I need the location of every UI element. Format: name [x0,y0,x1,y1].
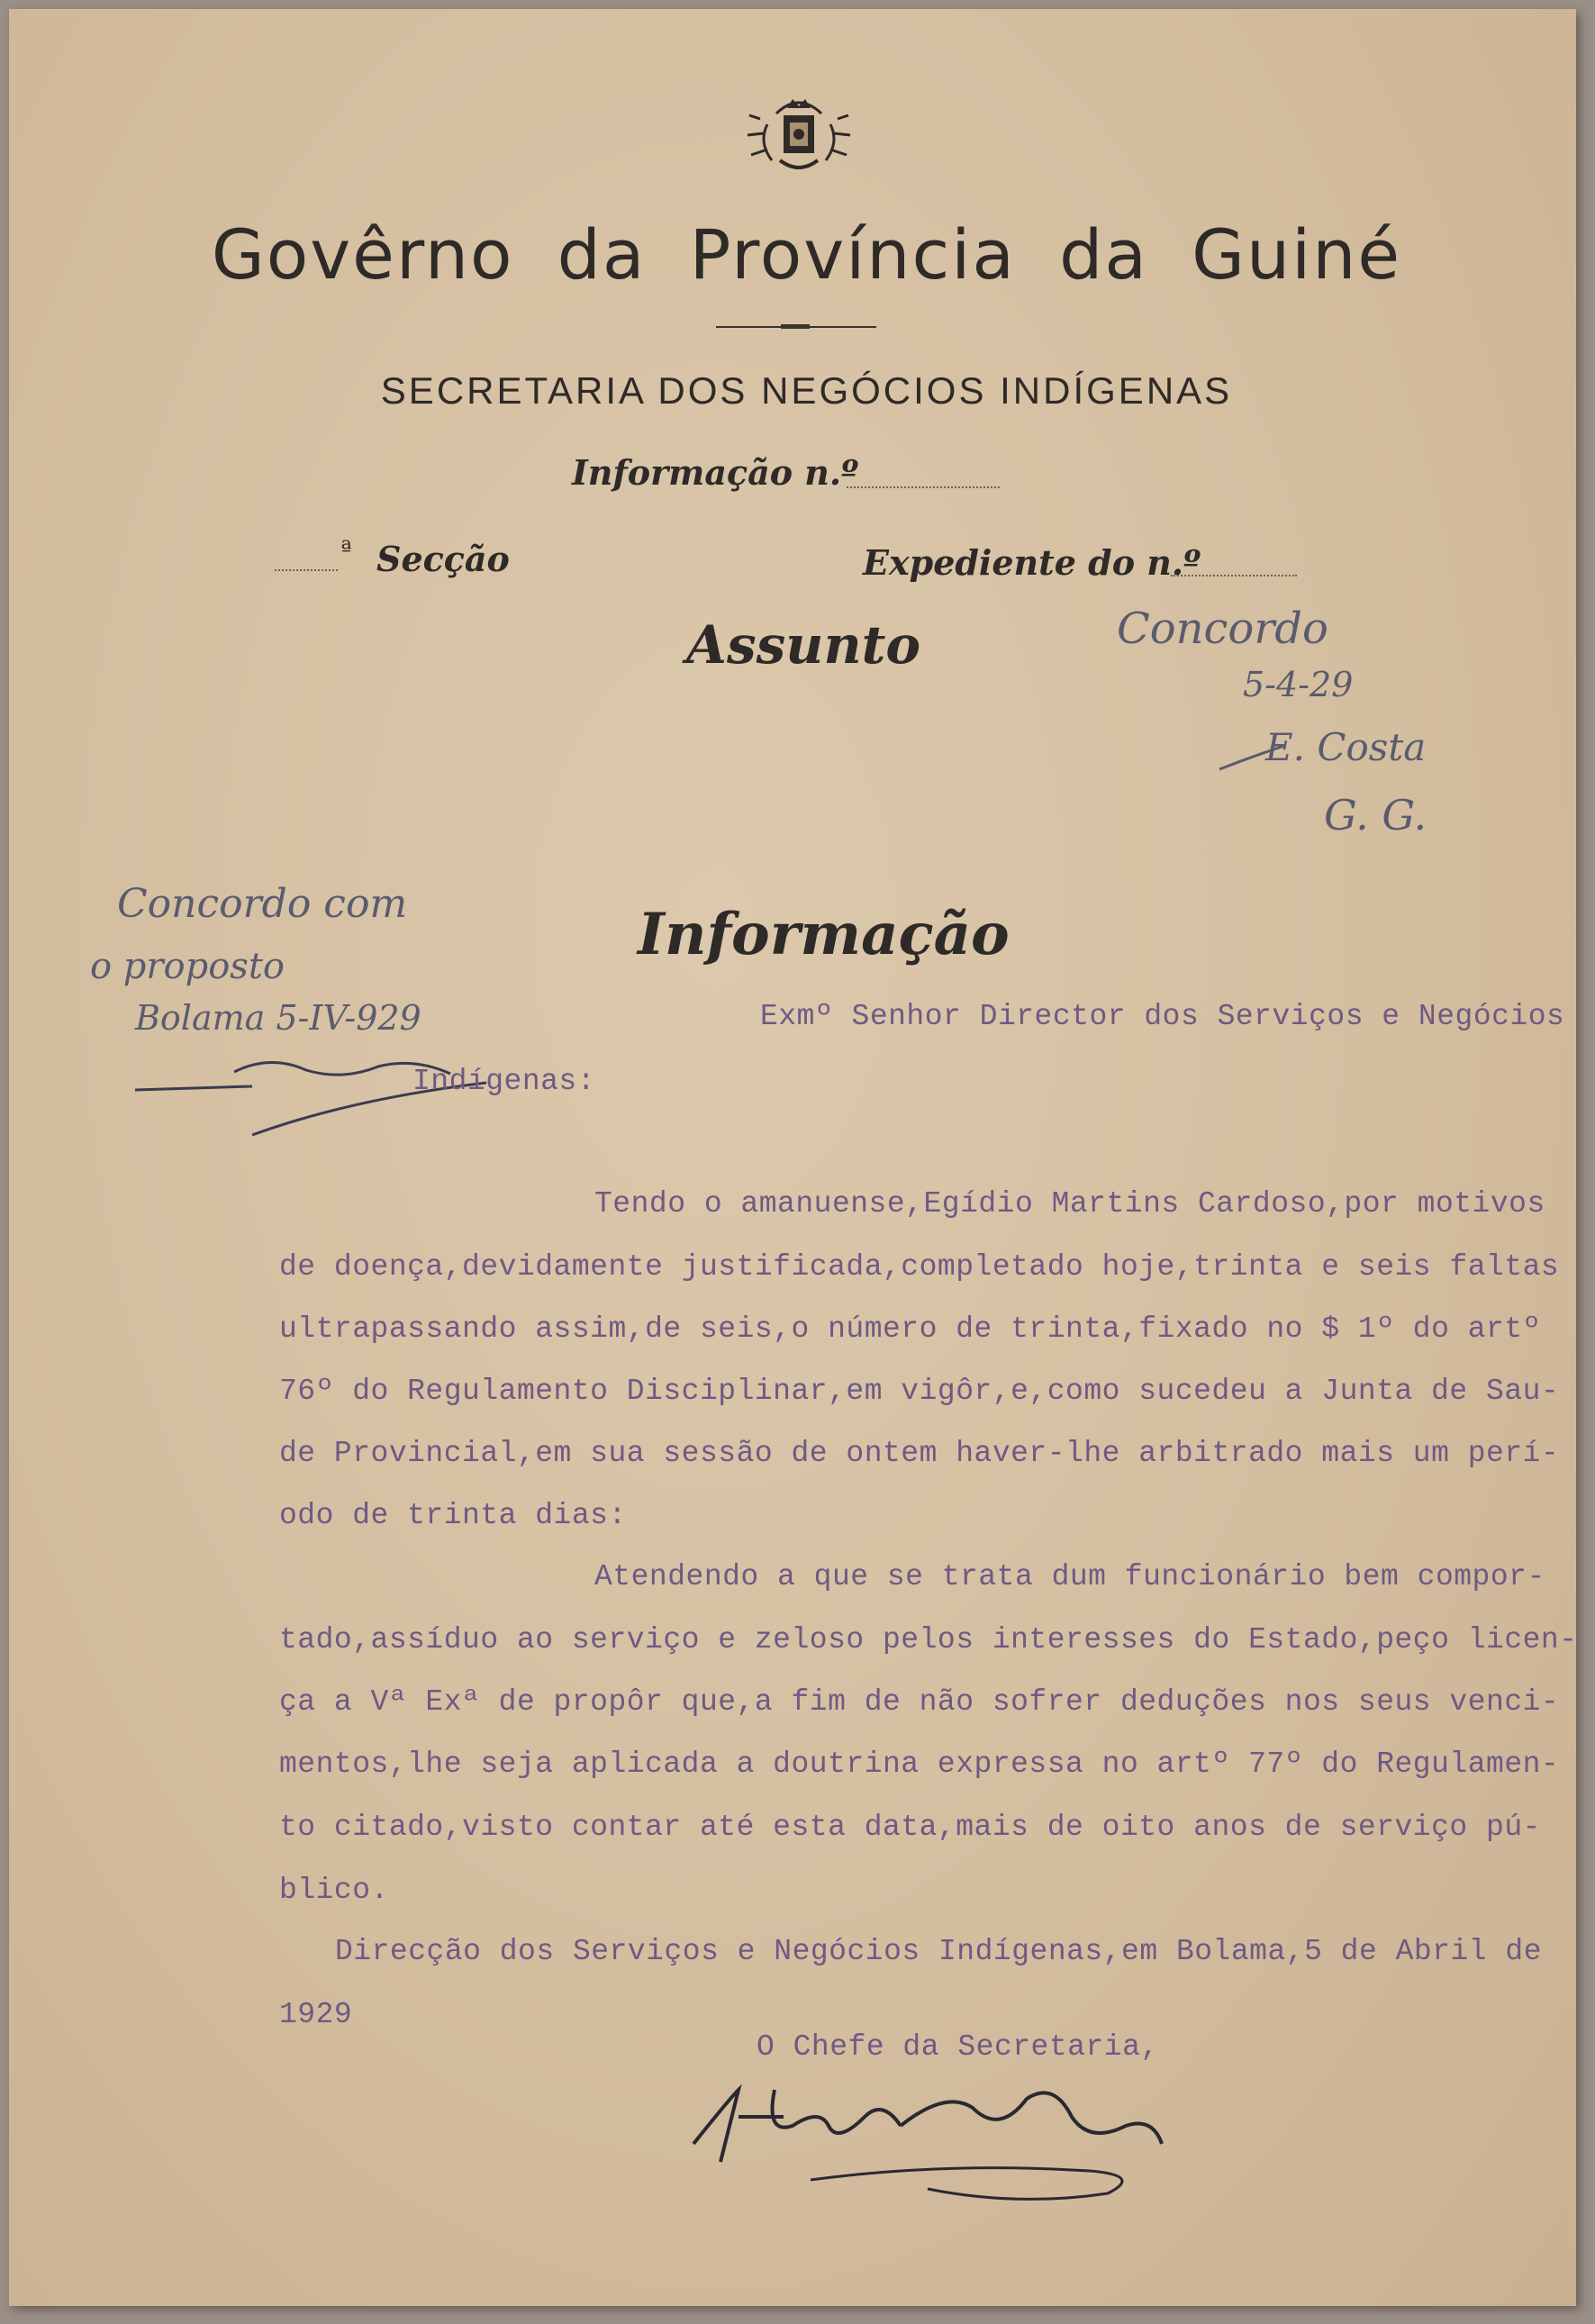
letter-line-6: odo de trinta dias: [279,1499,627,1532]
letter-year: 1929 [279,1998,353,2031]
letter-line-8: tado,assíduo ao serviço e zeloso pelos interesses do Estado,peço licen- [279,1623,1578,1657]
approval-note-word: Concordo [1117,604,1328,654]
letter-line-11: to citado,visto contar até esta data,mais de oito anos de serviço pú- [279,1811,1541,1844]
coat-of-arms-crest [740,88,857,178]
government-title: Govêrno da Província da Guiné [211,214,1402,295]
letter-line-4: 76º do Regulamento Disciplinar,em vigôr,e,como sucedeu a Junta de Sau- [279,1375,1560,1408]
seccao-ordinal-mark: ª [340,537,352,564]
expediente-label: Expediente do n.º [863,542,1201,583]
informacao-number-blank [847,486,1000,488]
left-note-line-2: o proposto [90,946,285,987]
letter-place-date: Direcção dos Serviços e Negócios Indígenas,em Bolama,5 de Abril de [335,1935,1543,1968]
left-note-line-1: Concordo com [117,881,408,927]
letter-line-12: blico. [279,1874,389,1907]
assunto-label: Assunto [686,614,921,676]
letter-salutation-continued: Indígenas: [412,1065,596,1098]
letter-line-5: de Provincial,em sua sessão de ontem haver-lhe arbitrado mais um perí- [279,1437,1560,1470]
letter-salutation: Exmº Senhor Director dos Serviços e Negócios [760,1000,1565,1033]
signature-text: António Cardoso [675,2063,682,2064]
letter-line-2: de doença,devidamente justificada,completado hoje,trinta e seis faltas [279,1250,1560,1284]
approval-note-date: 5-4-29 [1243,665,1354,704]
letter-closing: O Chefe da Secretaria, [757,2030,1159,2064]
letter-line-3: ultrapassando assim,de seis,o número de trinta,fixado no $ 1º do artº [279,1312,1541,1346]
informacao-heading: Informação [638,901,1010,968]
document-page [9,9,1576,2306]
informacao-number-label: Informação n.º [572,452,859,493]
letter-line-10: mentos,lhe seja aplicada a doutrina expressa no artº 77º do Regulamen- [279,1748,1560,1781]
department-title: SECRETARIA DOS NEGÓCIOS INDÍGENAS [380,369,1233,412]
seccao-blank [275,569,338,571]
title-divider-center [781,324,810,329]
initials-stroke [1216,739,1288,775]
left-note-line-3: Bolama 5-IV-929 [135,998,421,1038]
expediente-blank [1171,575,1297,576]
approval-initials: E. Costa [1265,725,1427,769]
approval-sub-initials: G. G. [1324,791,1427,840]
letter-line-9: ça a Vª Exª de propôr que,a fim de não sofrer deduções nos seus venci- [279,1685,1560,1719]
letter-line-1: Tendo o amanuense,Egídio Martins Cardoso,por motivos [594,1187,1545,1221]
letter-line-7: Atendendo a que se trata dum funcionário bem compor- [594,1560,1545,1593]
seccao-label: Secção [376,539,510,579]
chief-signature [675,2063,1180,2207]
